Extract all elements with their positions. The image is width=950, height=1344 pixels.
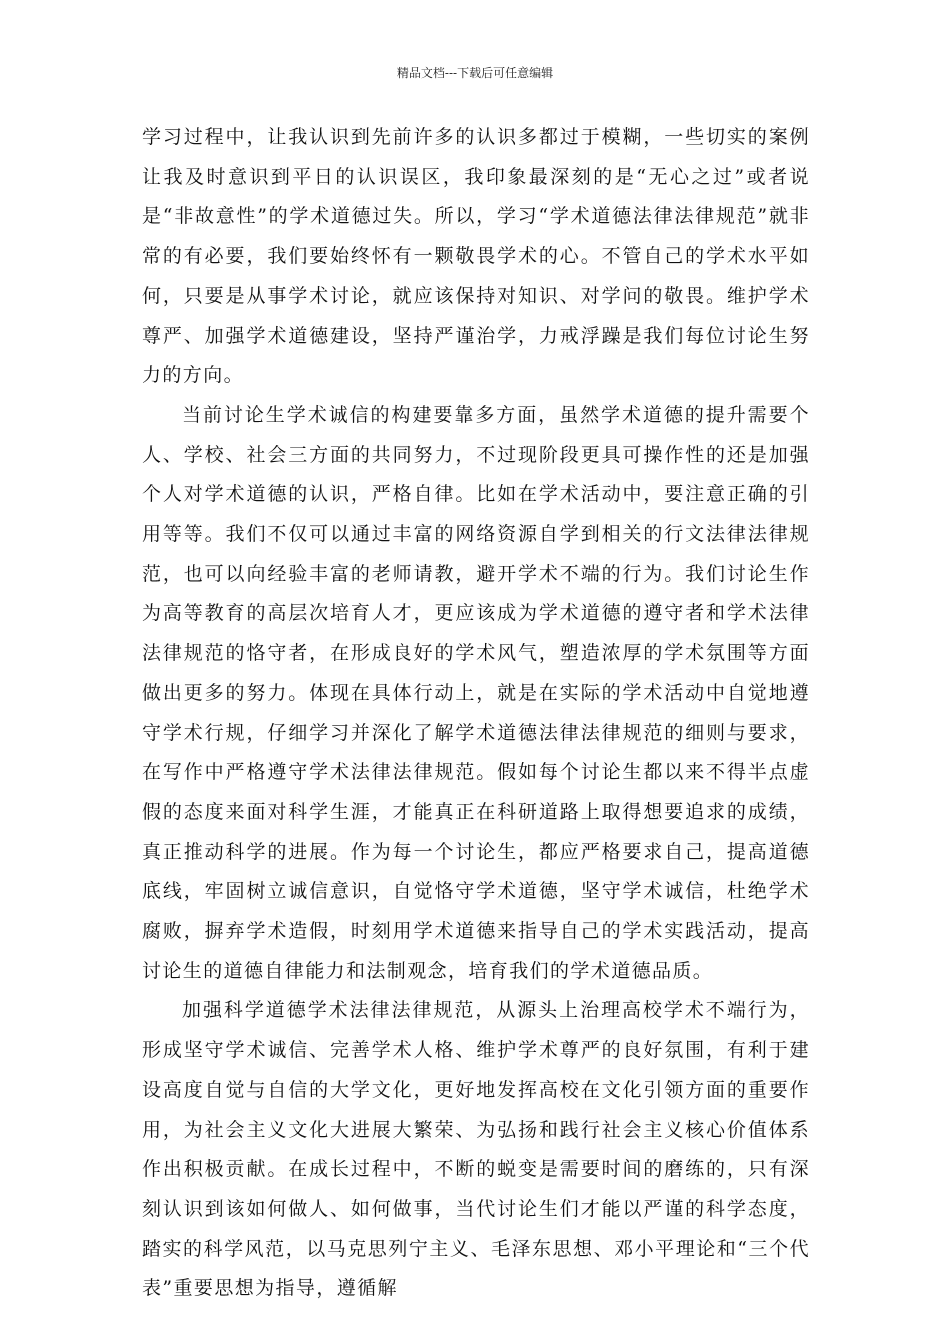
page-header: 精品文档---下载后可任意编辑: [396, 66, 554, 80]
paragraph-2: 当前讨论生学术诚信的构建要靠多方面，虽然学术道德的提升需要个人、学校、社会三方面的共同努力，不过现阶段更具可操作性的还是加强个人对学术道德的认识，严格自律。比如在学术活动中，要注意正确的引用等等。我们不仅可以通过丰富的网络资源自学到相关的行文法律法律规范，也可以向经验丰富的老师请教，避开学术不端的行为。我们讨论生作为高等教育的高层次培育人才，更应该成为学术道德的遵守者和学术法律法律规范的恪守者，在形成良好的学术风气，塑造浓厚的学术氛围等方面做出更多的努力。体现在具体行动上，就是在实际的学术活动中自觉地遵守学术行规，仔细学习并深化了解学术道德法律法律规范的细则与要求，在写作中严格遵守学术法律法律规范。假如每个讨论生都以来不得半点虚假的态度来面对科学生涯，才能真正在科研道路上取得想要追求的成绩，真正推动科学的进展。作为每一个讨论生，都应严格要求自己，提高道德底线，牢固树立诚信意识，自觉恪守学术道德，坚守学术诚信，杜绝学术腐败，摒弃学术造假，时刻用学术道德来指导自己的学术实践活动，提高讨论生的道德自律能力和法制观念，培育我们的学术道德品质。: [142, 403, 810, 982]
paragraph-1: 学习过程中，让我认识到先前许多的认识多都过于模糊，一些切实的案例让我及时意识到平日的认识误区，我印象最深刻的是“无心之过”或者说是“非故意性”的学术道德过失。所以，学习“学术道德法律法律规范”就非常的有必要，我们要始终怀有一颗敬畏学术的心。不管自己的学术水平如何，只要是从事学术讨论，就应该保持对知识、对学问的敬畏。维护学术尊严、加强学术道德建设，坚持严谨治学，力戒浮躁是我们每位讨论生努力的方向。: [142, 126, 810, 387]
document-body: [142, 118, 810, 1309]
paragraph-3: 加强科学道德学术法律法律规范，从源头上治理高校学术不端行为，形成坚守学术诚信、完善学术人格、维护学术尊严的良好氛围，有利于建设高度自觉与自信的大学文化，更好地发挥高校在文化引领方面的重要作用，为社会主义文化大进展大繁荣、为弘扬和践行社会主义核心价值体系作出积极贡献。在成长过程中，不断的蜕变是需要时间的磨练的，只有深刻认识到该如何做人、如何做事，当代讨论生们才能以严谨的科学态度，踏实的科学风范，以马克思列宁主义、毛泽东思想、邓小平理论和“三个代表”重要思想为指导，遵循解: [142, 999, 810, 1300]
